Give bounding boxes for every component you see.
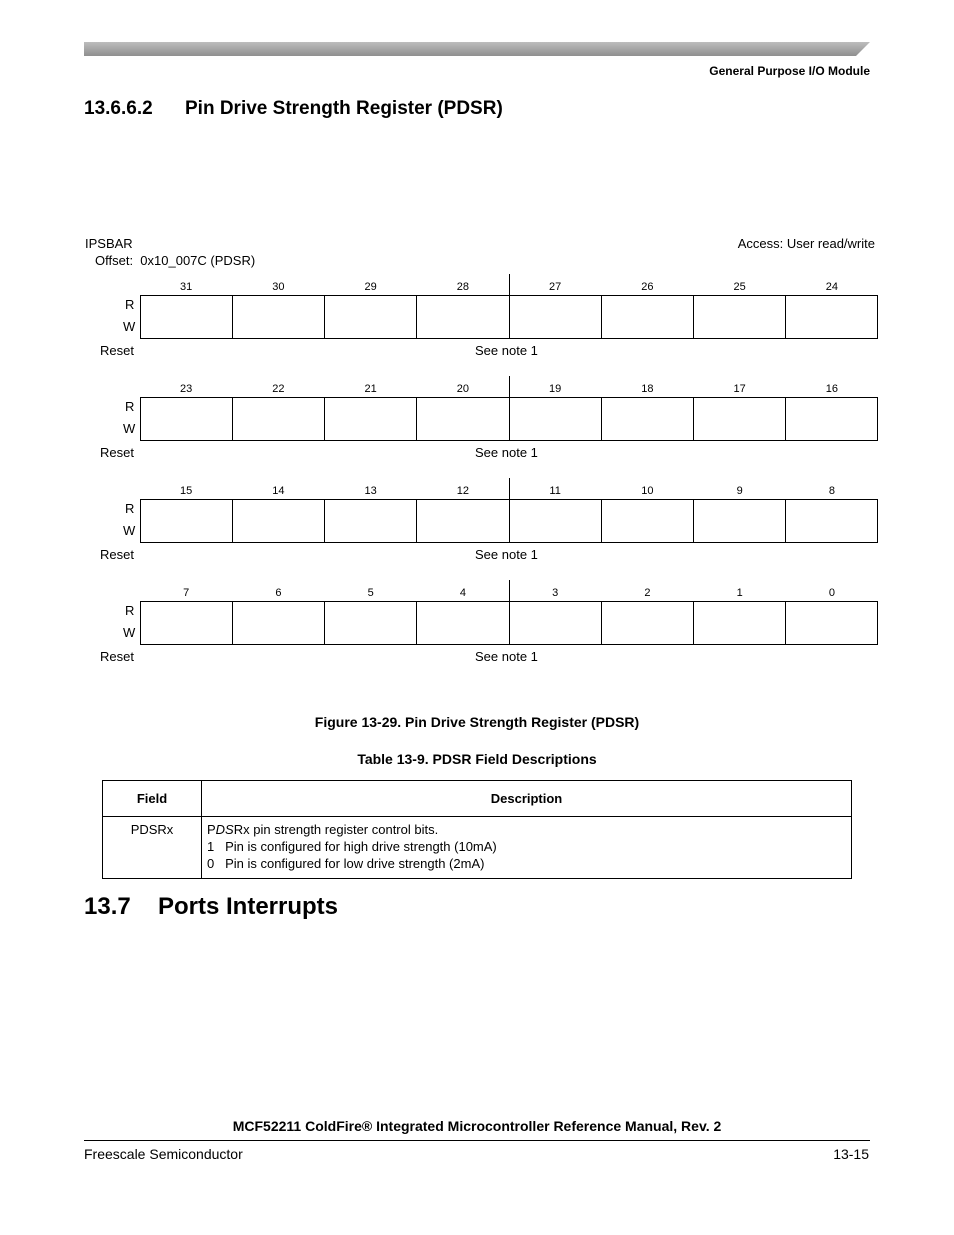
read-label: R [125,297,135,312]
register-access: Access: User read/write [737,236,875,251]
bit-cell [417,296,509,338]
header-description: Description [202,781,852,817]
reset-label: Reset [100,547,134,562]
bit-cell [602,296,694,338]
bit-number: 5 [367,587,374,599]
section-title: Pin Drive Strength Register (PDSR) [185,98,503,119]
description-line-1: 1 Pin is configured for high drive strength (10mA) [207,839,497,854]
bit-number: 13 [364,485,377,497]
bit-cell [325,398,417,440]
bit-cell [786,500,878,542]
read-label: R [125,501,135,516]
header-field: Field [103,781,202,817]
bit-cell [233,602,325,644]
bit-cell [233,500,325,542]
reset-value: See note 1 [475,649,538,664]
bit-number: 6 [275,587,282,599]
write-label: W [123,319,136,334]
bit-number: 26 [641,281,654,293]
bit-cell [786,398,878,440]
section2-number: 13.7 [84,893,131,920]
bit-cell [510,500,602,542]
bit-number: 21 [364,383,377,395]
bit-cell [694,602,786,644]
bit-cell [694,296,786,338]
bit-cells [140,601,878,645]
read-label: R [125,399,135,414]
bit-cell [417,398,509,440]
bit-cells [140,397,878,441]
bit-cell [141,398,233,440]
bit-cells [140,295,878,339]
section-heading-2 [84,893,338,921]
write-label: W [123,625,136,640]
footer-rule [84,1140,870,1141]
bit-number: 2 [644,587,651,599]
write-label: W [123,421,136,436]
bit-cell [141,296,233,338]
bit-number: 31 [180,281,193,293]
bit-cell [786,602,878,644]
bit-number: 10 [641,485,654,497]
bit-number: 4 [459,587,466,599]
reset-label: Reset [100,445,134,460]
description-summary [207,821,846,838]
reset-value: See note 1 [475,343,538,358]
bit-number: 24 [825,281,838,293]
bit-cell [786,296,878,338]
bit-number: 7 [183,587,190,599]
bit-cell [325,602,417,644]
section-number: 13.6.6.2 [84,98,153,119]
table-caption: Table 13-9. PDSR Field Descriptions [357,751,597,767]
bit-cell [510,296,602,338]
bit-number: 11 [549,485,561,497]
desc-prefix: P [207,822,216,837]
bit-cell [417,500,509,542]
bit-number: 1 [736,587,743,599]
bit-number: 27 [549,281,562,293]
bit-cell [233,296,325,338]
bit-number: 8 [828,485,835,497]
field-description [202,817,852,879]
bit-cell [694,500,786,542]
register-base: IPSBAR [85,236,133,251]
bit-cell [602,398,694,440]
reset-value: See note 1 [475,547,538,562]
field-description-table [102,780,852,879]
bit-cell [694,398,786,440]
desc-rest: Rx pin strength register control bits. [233,822,439,837]
offset-value: 0x10_007C (PDSR) [140,253,256,268]
bit-cell [510,398,602,440]
bit-number: 30 [272,281,285,293]
register-row [0,485,954,575]
footer-page-number: 13-15 [833,1146,869,1162]
bit-number: 25 [733,281,746,293]
reset-value: See note 1 [475,445,538,460]
nibble-divider [509,274,510,295]
bit-number: 0 [828,587,835,599]
bit-number: 9 [736,485,743,497]
bit-cell [510,602,602,644]
figure-caption: Figure 13-29. Pin Drive Strength Register (PDSR) [314,714,640,730]
bit-number: 23 [180,383,193,395]
bit-cell [325,296,417,338]
bit-cells [140,499,878,543]
desc-italic: DS [215,822,234,837]
bit-number: 16 [825,383,838,395]
bit-cell [602,602,694,644]
table-header-row [103,781,852,817]
bit-cell [417,602,509,644]
register-row [0,383,954,473]
bit-cell [141,602,233,644]
register-offset [95,253,255,268]
write-label: W [123,523,136,538]
bit-cell [325,500,417,542]
nibble-divider [509,580,510,601]
section2-title: Ports Interrupts [158,893,339,920]
nibble-divider [509,376,510,397]
bit-number: 17 [733,383,746,395]
bit-number: 22 [272,383,285,395]
bit-cell [233,398,325,440]
footer-manual-title: MCF52211 ColdFire® Integrated Microcontroller Reference Manual, Rev. 2 [232,1118,722,1134]
bit-number: 29 [364,281,377,293]
bit-number: 15 [180,485,193,497]
running-header: General Purpose I/O Module [709,64,870,78]
bit-cell [602,500,694,542]
description-line-2: 0 Pin is configured for low drive strength (2mA) [207,856,485,871]
bit-number: 18 [641,383,654,395]
bit-number: 28 [456,281,469,293]
bit-number: 19 [549,383,562,395]
header-bar [84,42,870,56]
footer-company: Freescale Semiconductor [84,1146,243,1162]
reset-label: Reset [100,343,134,358]
read-label: R [125,603,135,618]
offset-label: Offset: [95,253,134,268]
table-row [103,817,852,879]
bit-number: 20 [456,383,469,395]
register-row [0,281,954,371]
bit-number: 12 [456,485,469,497]
register-row [0,587,954,677]
bit-cell [141,500,233,542]
field-name: PDSRx [103,817,202,879]
reset-label: Reset [100,649,134,664]
bit-number: 14 [272,485,285,497]
bit-number: 3 [552,587,559,599]
section-heading [84,98,503,120]
nibble-divider [509,478,510,499]
